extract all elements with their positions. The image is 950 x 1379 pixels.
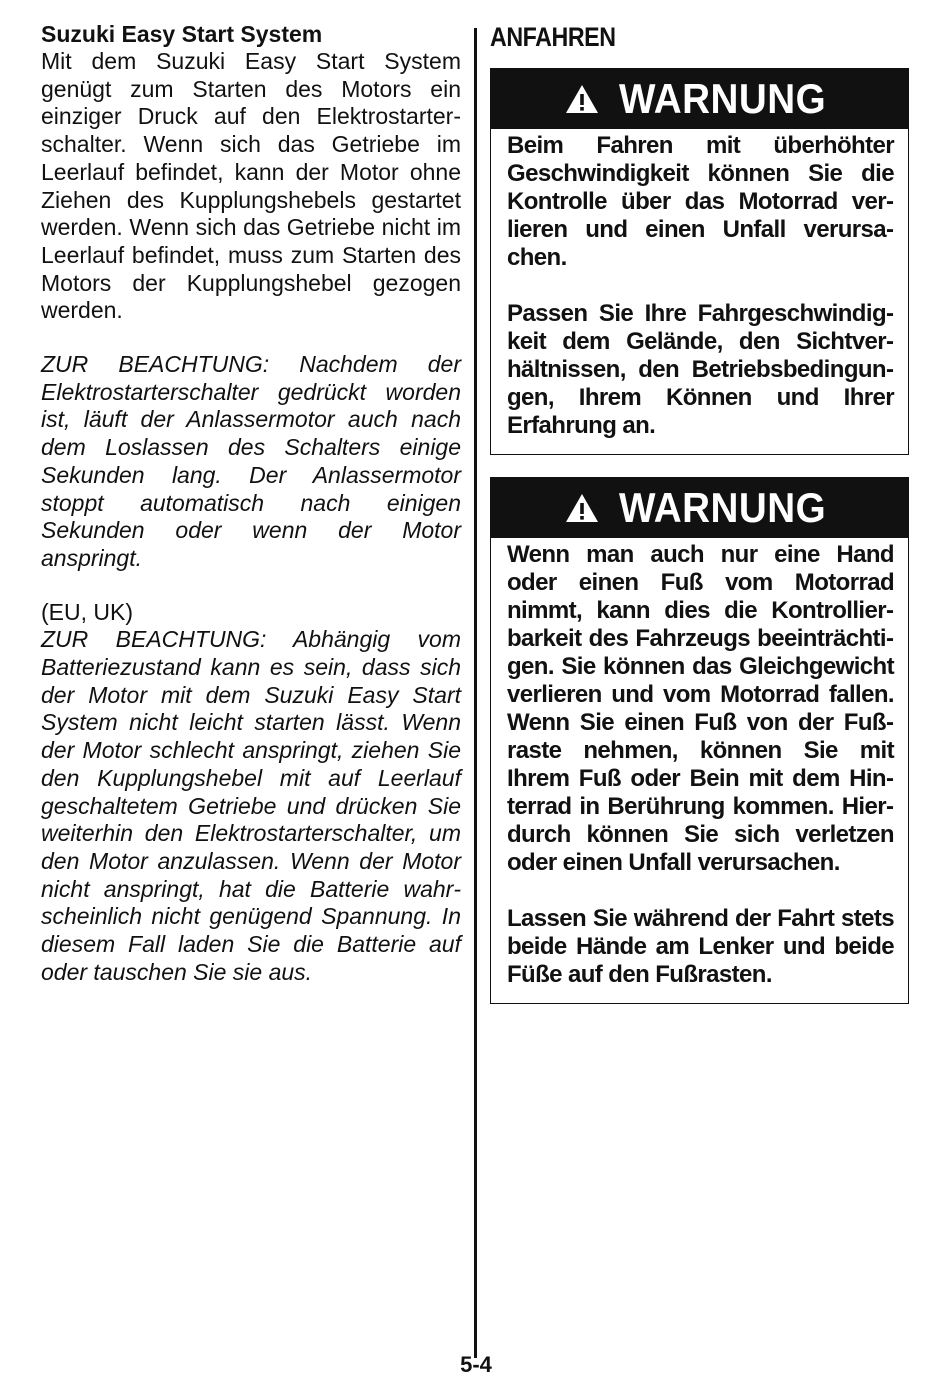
warning-triangle-icon xyxy=(564,83,600,115)
warning-header xyxy=(491,69,908,129)
note-starter-motor: ZUR BEACHTUNG: Nachdem der Elektrostarterschalter gedrückt worden ist, läuft der Anlassermotor auch nach dem Loslassen des Schalters einige Sekunden lang. Der Anlassermotor stoppt automatisch nach einigen Sekunden oder wenn der Motor anspringt. xyxy=(41,351,461,571)
easy-start-heading: Suzuki Easy Start System xyxy=(41,21,323,47)
left-column xyxy=(41,20,461,987)
warning-triangle-icon xyxy=(564,492,600,524)
note-battery: ZUR BEACHTUNG: Abhängig vom Batteriezustand kann es sein, dass sich der Motor mit dem Suzuki Easy Start System nicht leicht starten lässt. Wenn der Motor schlecht anspringt, ziehen Sie den Kupplungshebel mit auf Leerlauf geschaltetem Getriebe und drücken Sie weiterhin den Elektrostarterschalter, um den Motor anzulassen. Wenn der Motor nicht anspringt, hat die Batterie wahrscheinlich nicht genügend Spannung. In diesem Fall laden Sie die Batterie auf oder tauschen Sie sie aus. xyxy=(41,626,461,985)
easy-start-paragraph: Mit dem Suzuki Easy Start System genügt zum Starten des Motors ein einziger Druck auf den Elektrostarterschalter. Wenn sich das Getriebe im Leerlauf befindet, kann der Motor ohne Ziehen des Kupplungshebels gestartet werden. Wenn sich das Getriebe nicht im Leerlauf befindet, muss zum Starten des Motors der Kupplungshebel gezogen werden. xyxy=(41,48,461,324)
warning-body xyxy=(491,129,908,454)
warning-title: WARNUNG xyxy=(618,75,827,122)
region-label: (EU, UK) xyxy=(41,598,133,625)
page-number: 5-4 xyxy=(460,1352,492,1377)
warning-title: WARNUNG xyxy=(618,484,827,531)
column-divider xyxy=(474,28,477,1358)
warning-paragraph: Lassen Sie während der Fahrt stets beide Hände am Lenker und beide Füße auf den Fußrasten. xyxy=(507,905,894,988)
warning-header xyxy=(491,478,908,538)
warning-paragraph: Beim Fahren mit überhöhter Geschwindigkeit können Sie die Kontrolle über das Motorrad verlieren und einen Unfall verursachen. xyxy=(507,132,894,271)
warning-body xyxy=(491,538,908,1003)
warning-box-speed xyxy=(490,68,909,455)
right-column xyxy=(490,20,909,1004)
warning-paragraph: Wenn man auch nur eine Hand oder einen Fuß vom Motorrad nimmt, kann dies die Kontrollierbarkeit des Fahrzeugs beeinträchtigen. Sie können das Gleichgewicht verlieren und vom Motorrad fallen. Wenn Sie einen Fuß von der Fußraste nehmen, können Sie mit Ihrem Fuß oder Bein mit dem Hinterrad in Berührung kommen. Hierdurch können Sie sich verletzen oder einen Unfall verursachen. xyxy=(507,541,894,876)
warning-paragraph: Passen Sie Ihre Fahrgeschwindigkeit dem Gelände, den Sichtverhältnissen, den Betriebsbedingungen, Ihrem Können und Ihrer Erfahrung an. xyxy=(507,300,894,439)
warning-box-hands-feet xyxy=(490,477,909,1004)
anfahren-heading: ANFAHREN xyxy=(490,22,616,52)
